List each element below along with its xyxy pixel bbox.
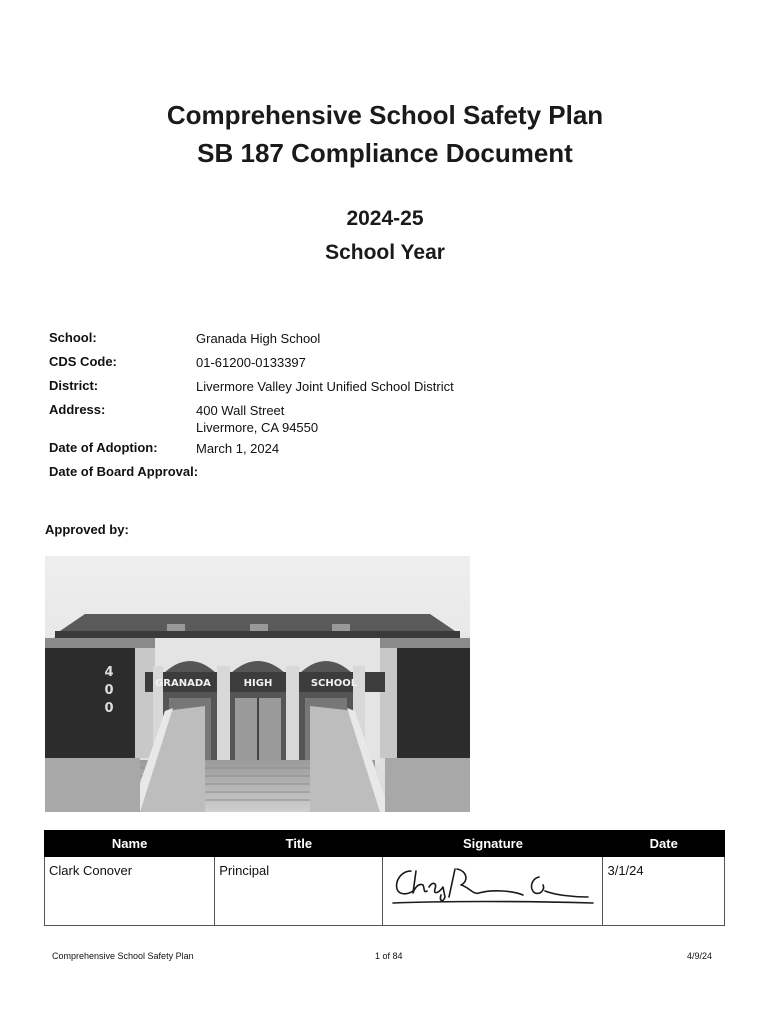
cell-title: Principal	[215, 857, 383, 926]
school-year: 2024-25	[346, 207, 424, 230]
sign-word-high: HIGH	[243, 678, 273, 689]
cell-signature	[383, 857, 603, 926]
table-header-row	[45, 831, 725, 857]
address-value	[196, 402, 318, 436]
building-digit-1: 4	[104, 665, 114, 680]
sign-word-granada: GRANADA	[155, 678, 211, 689]
info-row-school	[49, 330, 729, 354]
address-line-2: Livermore, CA 94550	[196, 420, 319, 435]
column-header-title: Title	[215, 831, 383, 857]
school-value: Granada High School	[196, 331, 321, 346]
building-digit-3: 0	[104, 701, 114, 716]
sign-word-school: SCHOOL	[310, 678, 358, 689]
cell-date: 3/1/24	[603, 857, 725, 926]
info-row-board-approval	[49, 464, 729, 488]
info-row-cds	[49, 354, 729, 378]
school-building-photo	[45, 556, 470, 812]
cell-name: Clark Conover	[45, 857, 215, 926]
page-footer	[52, 951, 712, 965]
cds-code-value: 01-61200-0133397	[196, 355, 306, 370]
column-header-date: Date	[603, 831, 725, 857]
info-row-district	[49, 378, 729, 402]
cds-code-label: CDS Code:	[49, 354, 117, 369]
school-year-label: School Year	[325, 241, 445, 264]
column-header-signature: Signature	[383, 831, 603, 857]
district-label: District:	[49, 378, 99, 393]
school-info	[49, 330, 729, 488]
building-digit-2: 0	[104, 683, 114, 698]
school-label: School:	[49, 330, 97, 345]
approved-by-label: Approved by:	[45, 522, 129, 537]
column-header-name: Name	[45, 831, 215, 857]
footer-page-number: 1 of 84	[375, 951, 403, 961]
address-line-1: 400 Wall Street	[196, 403, 285, 418]
footer-date: 4/9/24	[686, 951, 712, 961]
adoption-date-label: Date of Adoption:	[49, 440, 158, 455]
board-approval-label: Date of Board Approval:	[49, 464, 199, 479]
document-title: Comprehensive School Safety Plan	[166, 100, 604, 130]
address-label: Address:	[49, 402, 106, 417]
info-row-address	[49, 402, 729, 440]
school-year-block	[0, 202, 770, 270]
approval-signature-table	[44, 830, 725, 926]
document-subtitle: SB 187 Compliance Document	[197, 138, 573, 168]
adoption-date-value: March 1, 2024	[196, 441, 280, 456]
document-title-block	[0, 96, 770, 172]
table-row	[45, 857, 725, 926]
district-value: Livermore Valley Joint Unified School District	[196, 379, 454, 394]
handwritten-signature-image	[383, 857, 602, 913]
info-row-adoption	[49, 440, 729, 464]
footer-document-name: Comprehensive School Safety Plan	[52, 951, 194, 961]
